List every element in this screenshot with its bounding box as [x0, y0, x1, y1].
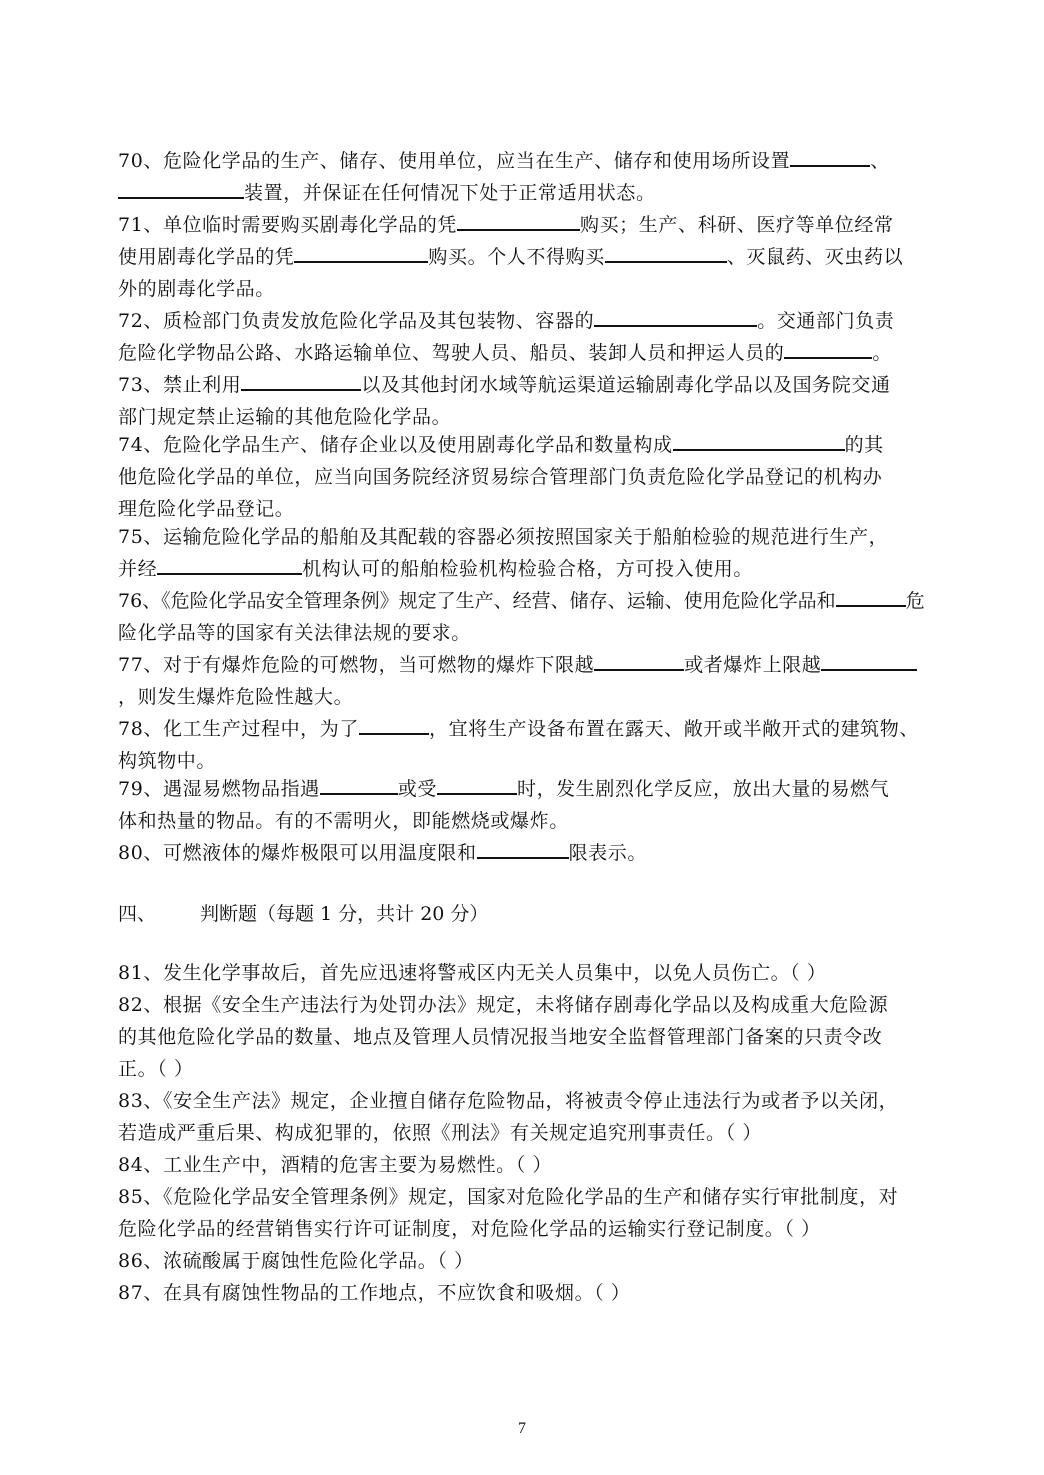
q74-text-b: 的其: [844, 434, 884, 456]
question-85-line-2: [118, 1213, 933, 1245]
q77-text-a: 77、对于有爆炸危险的可燃物，当可燃物的爆炸下限越: [118, 654, 595, 676]
question-87-line-1: [118, 1277, 933, 1309]
question-76-line-2: [118, 617, 933, 649]
q71-text-a: 71、单位临时需要购买剧毒化学品的凭: [118, 214, 457, 236]
section-title: 判断题（每题 1 分，共计 20 分）: [200, 903, 489, 925]
q71-text-b: 购买；生产、科研、医疗等单位经常: [579, 214, 894, 236]
question-82-line-3: [118, 1053, 933, 1085]
q73-text-c: 部门规定禁止运输的其他危险化学品。: [118, 406, 452, 428]
q79-text-a: 79、遇湿易燃物品指遇: [118, 778, 320, 800]
question-74-line-1: [118, 429, 933, 461]
question-72-line-1: [118, 305, 933, 337]
fill-blank: [790, 145, 870, 167]
q73-text-b: 以及其他封闭水域等航运渠道运输剧毒化学品以及国务院交通: [361, 374, 891, 396]
q82-text-c: 正。（ ）: [118, 1058, 194, 1080]
q77-text-c: ，则发生爆炸危险性越大。: [118, 686, 354, 708]
question-79-line-2: [118, 805, 933, 837]
question-78-line-1: [118, 713, 933, 745]
q84-text: 84、工业生产中，酒精的危害主要为易燃性。（ ）: [118, 1154, 553, 1176]
fill-blank: [594, 305, 757, 327]
q79-text-d: 体和热量的物品。有的不需明火，即能燃烧或爆炸。: [118, 810, 569, 832]
fill-blank: [118, 177, 244, 199]
fill-blank: [821, 649, 917, 671]
question-75-line-1: [118, 521, 933, 553]
q87-text: 87、在具有腐蚀性物品的工作地点，不应饮食和吸烟。（ ）: [118, 1282, 631, 1304]
question-77-line-1: [118, 649, 933, 681]
q82-text-a: 82、根据《安全生产违法行为处罚办法》规定，未将储存剧毒化学品以及构成重大危险源: [118, 994, 889, 1016]
q71-text-d: 购买。个人不得购买: [428, 246, 605, 268]
q83-text-a: 83、《安全生产法》规定，企业擅自储存危险物品，将被责令停止违法行为或者予以关闭，: [118, 1090, 899, 1112]
section-heading: [118, 898, 488, 930]
fill-blank: [241, 369, 361, 391]
q82-text-b: 的其他危险化学品的数量、地点及管理人员情况报当地安全监督管理部门备案的只责令改: [118, 1026, 883, 1048]
section-number: 四、: [118, 903, 157, 925]
q81-text: 81、发生化学事故后，首先应迅速将警戒区内无关人员集中，以免人员伤亡。（ ）: [118, 962, 827, 984]
question-71-line-3: [118, 273, 933, 305]
question-70-line-1: [118, 145, 933, 177]
question-80-line-1: [118, 837, 933, 869]
q85-text-a: 85、《危险化学品安全管理条例》规定，国家对危险化学品的生产和储存实行审批制度，对: [118, 1186, 899, 1208]
fill-blank: [594, 649, 684, 671]
q70-text-a: 70、危险化学品的生产、储存、使用单位，应当在生产、储存和使用场所设置: [118, 150, 791, 172]
question-83-line-1: [118, 1085, 933, 1117]
question-75-line-2: [118, 553, 933, 585]
question-85-line-1: [118, 1181, 933, 1213]
fill-blank: [673, 429, 845, 451]
question-77-line-2: [118, 681, 933, 713]
q80-text-b: 限表示。: [568, 842, 647, 864]
q79-text-c: 时，发生剧烈化学反应，放出大量的易燃气: [516, 778, 890, 800]
question-70-line-2: [118, 177, 933, 209]
q70-text-b: 、: [870, 150, 890, 172]
q72-text-d: 。: [872, 342, 893, 364]
question-71-line-1: [118, 209, 933, 241]
q76-text-b: 危: [905, 590, 925, 612]
q85-text-b: 危险化学品的经营销售实行许可证制度，对危险化学品的运输实行登记制度。（ ）: [118, 1218, 821, 1240]
q72-text-b: 。交通部门负责: [757, 310, 895, 332]
q75-text-a: 75、运输危险化学品的船舶及其配载的容器必须按照国家关于船舶检验的规范进行生产，: [118, 526, 889, 548]
question-76-line-1: [118, 585, 933, 617]
question-84-line-1: [118, 1149, 933, 1181]
q73-text-a: 73、禁止利用: [118, 374, 242, 396]
q83-text-b: 若造成严重后果、构成犯罪的，依照《刑法》有关规定追究刑事责任。（ ）: [118, 1122, 762, 1144]
fill-blank: [836, 585, 906, 607]
fill-blank: [437, 773, 517, 795]
q74-text-a: 74、危险化学品生产、储存企业以及使用剧毒化学品和数量构成: [118, 434, 673, 456]
question-81-line-1: [118, 957, 933, 989]
fill-blank: [605, 241, 727, 263]
q79-text-b: 或受: [397, 778, 437, 800]
fill-blank: [157, 553, 302, 575]
q72-text-c: 危险化学物品公路、水路运输单位、驾驶人员、船员、装卸人员和押运人员的: [118, 342, 785, 364]
question-82-line-1: [118, 989, 933, 1021]
question-71-line-2: [118, 241, 933, 273]
q78-text-b: ，宜将生产设备布置在露天、敞开或半敞开式的建筑物、: [428, 718, 919, 740]
question-83-line-2: [118, 1117, 933, 1149]
q86-text: 86、浓硫酸属于腐蚀性危险化学品。（ ）: [118, 1250, 474, 1272]
q71-text-f: 外的剧毒化学品。: [118, 278, 275, 300]
q77-text-b: 或者爆炸上限越: [684, 654, 822, 676]
page-number: 7: [518, 1420, 526, 1437]
q76-text-c: 险化学品等的国家有关法律法规的要求。: [118, 622, 471, 644]
q71-text-e: 、灭鼠药、灭虫药以: [726, 246, 904, 268]
question-86-line-1: [118, 1245, 933, 1277]
q75-text-c: 机构认可的船舶检验机构检验合格，方可投入使用。: [302, 558, 754, 580]
question-73-line-1: [118, 369, 933, 401]
question-74-line-2: [118, 461, 933, 493]
q71-text-c: 使用剧毒化学品的凭: [118, 246, 295, 268]
question-72-line-2: [118, 337, 933, 369]
q74-text-c: 他危险化学品的单位，应当向国务院经济贸易综合管理部门负责危险化学品登记的机构办: [118, 466, 883, 488]
question-79-line-1: [118, 773, 933, 805]
q75-text-b: 并经: [118, 558, 158, 580]
q78-text-a: 78、化工生产过程中，为了: [118, 718, 359, 740]
q80-text-a: 80、可燃液体的爆炸极限可以用温度限和: [118, 842, 477, 864]
fill-blank: [320, 773, 398, 795]
q70-text-c: 装置，并保证在任何情况下处于正常适用状态。: [244, 182, 656, 204]
fill-blank: [457, 209, 580, 231]
q74-text-d: 理危险化学品登记。: [118, 498, 295, 520]
fill-blank: [477, 837, 569, 859]
fill-blank: [784, 337, 872, 359]
q78-text-c: 构筑物中。: [118, 750, 217, 772]
q72-text-a: 72、质检部门负责发放危险化学品及其包装物、容器的: [118, 310, 595, 332]
fill-blank: [359, 713, 429, 735]
question-82-line-2: [118, 1021, 933, 1053]
fill-blank: [294, 241, 428, 263]
q76-text-a: 76、《危险化学品安全管理条例》规定了生产、经营、储存、运输、使用危险化学品和: [118, 590, 836, 612]
